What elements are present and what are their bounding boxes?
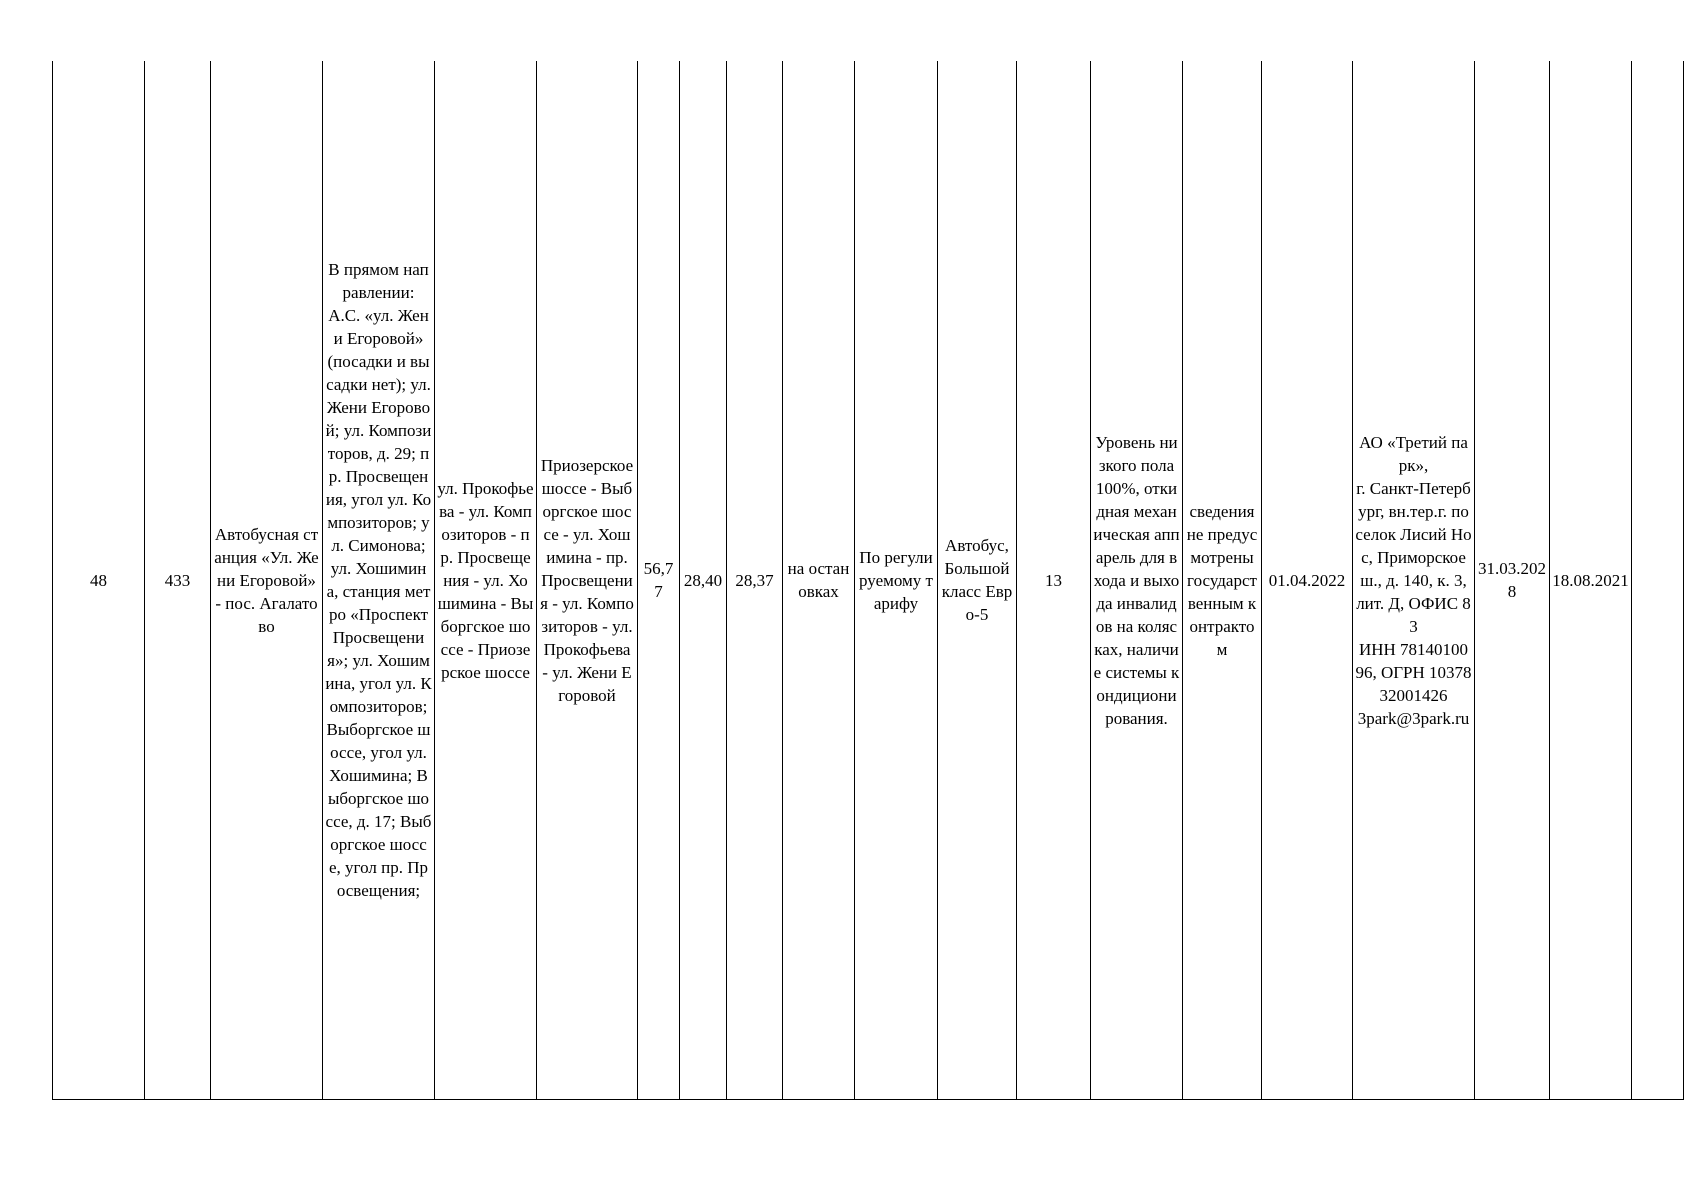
length-backward-cell xyxy=(727,61,783,1100)
length-total-cell xyxy=(638,61,680,1100)
route-name: Автобусная станция «Ул. Жени Егоровой» - пос. Агалатово xyxy=(214,524,319,636)
tariff: По регулируемому тарифу xyxy=(859,547,933,613)
streets-backward: Приозерское шоссе - Выборгское шоссе - ул. Хошимина - пр. Просвещения - ул. Композиторов - ул. Прокофьева - ул. Жени Егоровой xyxy=(540,455,634,705)
vehicle-count: 13 xyxy=(1045,570,1062,590)
row-number: 48 xyxy=(90,570,107,590)
route-register-table xyxy=(52,61,1684,1100)
stops-cell xyxy=(323,61,435,1100)
contract-info-cell xyxy=(1183,61,1262,1100)
length-forward-cell xyxy=(680,61,727,1100)
vehicle-cell xyxy=(938,61,1017,1100)
route-number: 433 xyxy=(164,570,191,590)
streets-backward-cell xyxy=(537,61,638,1100)
length-total: 56,77 xyxy=(643,559,674,601)
vehicle-type: Автобус, Большой класс Евро-5 xyxy=(941,536,1013,624)
carrier-info: АО «Третий парк», г. Санкт-Петербург, вн.тер.г. поселок Лисий Нос, Приморское ш., д. 140, к. 3, лит. Д, ОФИС 83 ИНН 7814010096, ОГРН 1037832001426 3park@3park.ru xyxy=(1355,432,1472,728)
start-date: 01.04.2022 xyxy=(1268,570,1346,590)
table-row xyxy=(53,61,1684,1100)
length-backward: 28,37 xyxy=(735,570,774,590)
registration-date-cell xyxy=(1550,61,1632,1100)
start-date-cell xyxy=(1262,61,1353,1100)
row-number-cell xyxy=(53,61,145,1100)
boarding-order-cell xyxy=(783,61,855,1100)
registration-date: 18.08.2021 xyxy=(1552,570,1629,590)
end-date: 31.03.2028 xyxy=(1478,559,1546,601)
tariff-cell xyxy=(855,61,938,1100)
end-date-cell xyxy=(1475,61,1550,1100)
streets-forward-cell xyxy=(435,61,537,1100)
characteristics-cell xyxy=(1091,61,1183,1100)
vehicle-count-cell xyxy=(1017,61,1091,1100)
length-forward: 28,40 xyxy=(683,570,723,590)
streets-forward: ул. Прокофьева - ул. Композиторов - пр. Просвещения - ул. Хошимина - Выборгское шоссе - Приозерское шоссе xyxy=(437,478,534,682)
route-number-cell xyxy=(145,61,211,1100)
carrier-cell xyxy=(1353,61,1475,1100)
route-name-cell xyxy=(211,61,323,1100)
extra-cell xyxy=(1632,61,1684,1100)
vehicle-characteristics: Уровень низкого пола 100%, откидная механическая аппарель для входа и выхода инвалидов на колясках, наличие системы кондиционирования. xyxy=(1093,432,1180,728)
contract-info: сведения не предусмотрены государственным контрактом xyxy=(1186,501,1258,659)
stops-list: В прямом направлении: А.С. «ул. Жени Егоровой» (посадки и высадки нет); ул. Жени Егоровой; ул. Композиторов, д. 29; пр. Просвещения, угол ул. Композиторов; ул. Симонова; ул. Хошимина, станция метро «Проспект Просвещения»; ул. Хошимина, угол ул. Композиторов; Выборгское шоссе, угол ул. Хошимина; Выборгское шоссе, д. 17; Выборгское шоссе, угол пр. Просвещения; xyxy=(325,260,432,900)
boarding-order: на остановках xyxy=(787,559,850,601)
